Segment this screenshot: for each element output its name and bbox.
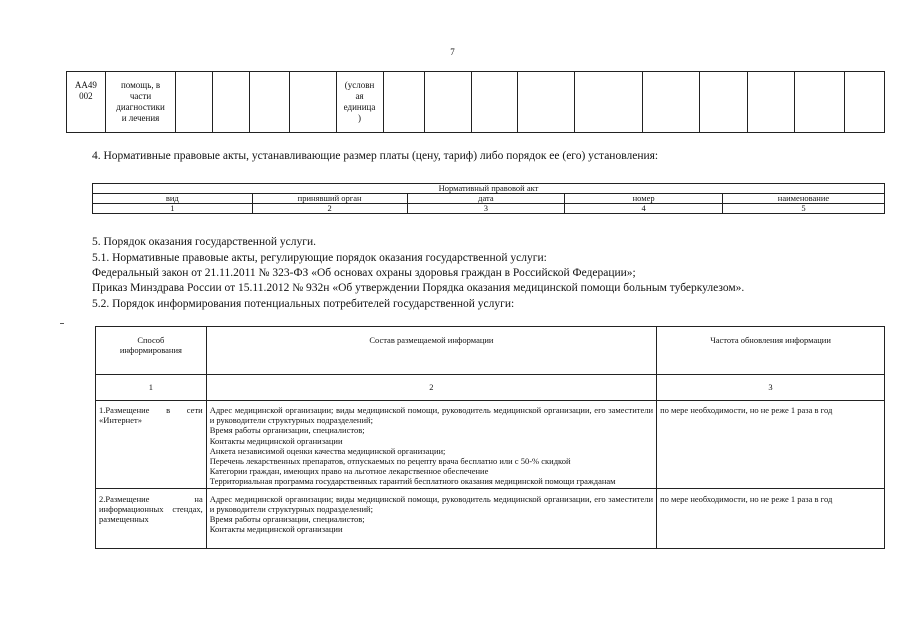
- fragment-code: АА49 002: [67, 72, 106, 133]
- acts-col-number: 1: [93, 204, 253, 214]
- table-row: [96, 401, 885, 489]
- info-col-number: 2: [206, 375, 656, 401]
- acts-col-number: 4: [565, 204, 723, 214]
- info-content-line: Территориальная программа государственных гарантий бесплатного оказания медицинской помощи гражданам: [209, 476, 616, 487]
- table-row: [96, 488, 885, 548]
- informing-table: [95, 326, 885, 549]
- fragment-cell: [249, 72, 289, 133]
- info-content-line: Адрес медицинской организации; виды медицинской помощи, руководитель медицинской организации, его заместители и руководители структурных подразделений;: [209, 405, 654, 426]
- info-frequency: по мере необходимости, но не реже 1 раза в год: [657, 401, 885, 489]
- acts-col-number: 2: [252, 204, 407, 214]
- info-header-frequency: Частота обновления информации: [657, 327, 885, 375]
- info-content-line: Контакты медицинской организации: [209, 435, 343, 446]
- page-number: 7: [450, 47, 455, 57]
- fragment-cell: [845, 72, 885, 133]
- info-col-number: 3: [657, 375, 885, 401]
- fragment-cell: [575, 72, 642, 133]
- info-content-line: Перечень лекарственных препаратов, отпускаемых по рецепту врача бесплатно или с 50-% скидкой: [209, 456, 571, 467]
- fragment-cell: [642, 72, 699, 133]
- fragment-cell: [383, 72, 425, 133]
- info-header-method: Способ информирования: [96, 327, 207, 375]
- fragment-service: помощь, в части диагностики и лечения: [105, 72, 175, 133]
- acts-col-header: дата: [407, 194, 565, 204]
- acts-col-number: 5: [722, 204, 884, 214]
- section5-line4: Приказ Минздрава России от 15.11.2012 № 932н «Об утверждении Порядка оказания медицинской помощи больным туберкулезом».: [92, 282, 745, 294]
- fragment-cell: [176, 72, 213, 133]
- fragment-cell: [289, 72, 336, 133]
- acts-col-header: принявший орган: [252, 194, 407, 204]
- info-col-number: 1: [96, 375, 207, 401]
- info-header-content: Состав размещаемой информации: [206, 327, 656, 375]
- section5-line3: Федеральный закон от 21.11.2011 № 323-ФЗ «Об основах охраны здоровья граждан в Российской Федерации»;: [92, 267, 636, 279]
- info-content: [206, 401, 656, 489]
- info-content: [206, 488, 656, 548]
- fragment-cell: [213, 72, 250, 133]
- info-content-line: Время работы организации, специалистов;: [209, 425, 365, 436]
- info-content-line: Анкета независимой оценки качества медицинской организации;: [209, 445, 446, 456]
- fragment-cell: [700, 72, 748, 133]
- acts-col-header: наименование: [722, 194, 884, 204]
- acts-table-title: Нормативный правовой акт: [93, 184, 885, 194]
- margin-mark: [60, 323, 64, 324]
- section5-line1: 5. Порядок оказания государственной услуги.: [92, 236, 316, 248]
- fragment-cell: [518, 72, 575, 133]
- info-content-line: Контакты медицинской организации: [209, 524, 343, 535]
- info-content-line: Категории граждан, имеющих право на льготное лекарственное обеспечение: [209, 466, 489, 477]
- info-content-line: Время работы организации, специалистов;: [209, 514, 365, 525]
- fragment-cell: [425, 72, 472, 133]
- acts-col-header: номер: [565, 194, 723, 204]
- acts-col-number: 3: [407, 204, 565, 214]
- info-frequency: по мере необходимости, но не реже 1 раза в год: [657, 488, 885, 548]
- fragment-table: [66, 71, 885, 133]
- info-method: 1.Размещение в сети «Интернет»: [96, 401, 207, 489]
- info-content-line: Адрес медицинской организации; виды медицинской помощи, руководитель медицинской организации, его заместители и руководители структурных подразделений;: [209, 493, 654, 514]
- normative-acts-table: [92, 183, 885, 214]
- section5-line2: 5.1. Нормативные правовые акты, регулирующие порядок оказания государственной услуги:: [92, 252, 547, 264]
- section4-heading: 4. Нормативные правовые акты, устанавливающие размер платы (цену, тариф) либо порядок ее (его) установления:: [92, 150, 659, 162]
- fragment-cell: [748, 72, 795, 133]
- section5-line5: 5.2. Порядок информирования потенциальных потребителей государственной услуги:: [92, 298, 515, 310]
- fragment-cell: [795, 72, 845, 133]
- acts-col-header: вид: [93, 194, 253, 204]
- fragment-unit: (условн ая единица ): [336, 72, 383, 133]
- fragment-cell: [472, 72, 518, 133]
- info-method: 2.Размещение на информационных стендах, размещенных: [96, 488, 207, 548]
